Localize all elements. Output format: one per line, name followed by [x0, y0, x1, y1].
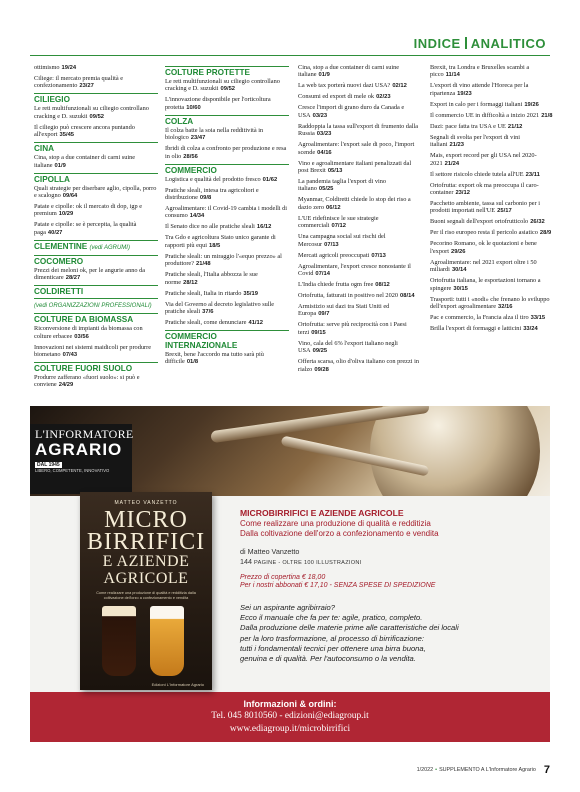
index-entry-page: 02/23 [376, 94, 391, 101]
index-entry-page: 04/16 [317, 149, 332, 156]
index-entry: Le reti multifunzionali su ciliegio controllano cracking e D. suzukii 09/52 [34, 105, 149, 120]
index-entry-page: 10/29 [58, 211, 74, 218]
index-entry: Ortofrutta, fatturati in positivo nel 2020 08/14 [298, 292, 415, 300]
index-section-heading: COMMERCIO [165, 164, 289, 175]
book-cover-subtitle: Come realizzare una produzione di qualità e redditizia dalla coltivazione dell'orzo a confezionamento e vendita [96, 591, 196, 600]
index-entry: Cina, stop a due container di carni suine italiane 01/9 [298, 64, 400, 79]
index-section-heading: CILIEGIO [34, 93, 158, 104]
index-entry: Pratiche sleali, come denunciare 41/12 [165, 319, 263, 327]
index-entry: Il colza batte la soia nella redditività in biologico 23/47 [165, 126, 264, 142]
index-entry: Produrre zafferano «fuori suolo»: si può e conviene 24/29 [34, 374, 140, 389]
index-entry-page: 07/12 [331, 223, 346, 230]
index-entry-page: 18/5 [208, 242, 221, 249]
index-entry: Cina, stop a due container di carni suine italiane 01/9 [34, 154, 136, 169]
index-entry-page: 19/23 [457, 90, 472, 97]
index-entry: Ciliege: il mercato premia qualità e confezionamento 23/27 [34, 75, 123, 90]
index-entry: Quali strategie per diserbare aglio, cipolla, porro e scalogno 09/64 [34, 184, 157, 200]
index-entry: Pratiche sleali: un miraggio l'«equo prezzo» al produttore? 21/48 [165, 252, 282, 268]
index-columns [30, 64, 553, 399]
index-entry: Ortofrutta: export ok ma preoccupa il caro-container 23/12 [430, 181, 539, 197]
index-entry-page: 09/64 [62, 193, 78, 200]
index-entry-page: 09/25 [312, 348, 328, 355]
index-entry: Logistica e qualità del prodotto fresco 01/62 [165, 175, 278, 183]
index-entry-page: 01/62 [262, 176, 278, 183]
contact-title: Informazioni & ordini: [243, 699, 337, 709]
index-section-heading: CIPOLLA [34, 173, 158, 184]
dark-beer-glass-icon [102, 606, 136, 676]
logo-tagline: LIBERO, COMPETENTE, INNOVATIVO [35, 468, 110, 473]
footer-separator-icon: • [435, 767, 438, 773]
index-entry-page: 07/14 [315, 271, 330, 278]
index-entry: Agroalimentare: l'export sale di poco, l'import scende 04/16 [298, 141, 415, 156]
index-entry: Pratiche sleali, Italia in ritardo 35/19 [165, 289, 258, 297]
header-part1: INDICE [413, 35, 461, 51]
index-entry-page: 07/43 [62, 352, 78, 359]
header-rule [30, 55, 550, 56]
contact-phone-email[interactable]: Tel. 045 8010560 - edizioni@ediagroup.it [211, 711, 369, 721]
index-entry: Vino, cala del 6% l'export italiano negli USA 09/25 [298, 339, 398, 355]
index-entry: Pacchetto ambiente, tassa sul carbonio per i prodotti importati nell'UE 25/17 [430, 200, 540, 215]
index-entry-page: 29/26 [450, 248, 466, 255]
index-entry-page: 03/56 [74, 333, 89, 340]
index-entry-page: 35/19 [243, 290, 258, 297]
index-entry-page: 05/25 [318, 186, 334, 193]
ad-subtitle-2: Dalla coltivazione dell'orzo a confezionamento e vendita [240, 529, 439, 538]
index-entry-page: 14/34 [189, 213, 205, 220]
index-entry: Cresce l'import di grano duro da Canada e USA 03/23 [298, 104, 405, 119]
ad-pages: 144 PAGINE - OLTRE 100 ILLUSTRAZIONI [240, 557, 362, 566]
book-cover-title1: MICRO BIRRIFICI [86, 507, 206, 555]
index-entry-page: 21/8 [541, 112, 553, 119]
book-cover [80, 492, 212, 690]
index-entry: ottimismo 19/24 [34, 64, 77, 71]
index-entry: Mercati agricoli preoccupati 07/13 [298, 251, 386, 259]
index-entry-page: 09/52 [220, 86, 236, 93]
index-entry: Consumi ed export di mele ok 02/23 [298, 93, 391, 101]
index-entry-page: 19/24 [61, 65, 77, 71]
index-entry: L'export di vino attende l'Horeca per la ripartenza 19/23 [430, 82, 529, 97]
index-entry-page: 03/23 [312, 112, 328, 119]
index-entry-page: 05/13 [327, 168, 343, 175]
index-entry: La web tax porterà nuovi dazi USA? 02/12 [298, 82, 407, 90]
index-entry: Pratiche sleali, l'Italia abbozza le sue norme 28/12 [165, 271, 258, 286]
index-section-heading: COLDIRETTI [34, 285, 158, 296]
index-entry: Pac e commercio, la Francia alza il tiro 33/15 [430, 314, 546, 322]
index-entry-page: 09/52 [89, 113, 105, 120]
index-entry: Pratiche sleali, intesa tra agricoltori e distribuzione 09/8 [165, 186, 259, 202]
index-entry-page: 07/13 [324, 241, 339, 248]
index-entry: Il commercio UE in difficoltà a inizio 2021 21/8 [430, 111, 553, 119]
index-entry: Brexit, bene l'accordo ma tutto sarà più difficile 01/8 [165, 351, 264, 366]
index-entry: Armistizio sui dazi tra Stati Uniti ed Europa 09/7 [298, 303, 390, 318]
index-entry: Il settore risicolo chiede tutela all'UE 23/11 [430, 170, 540, 178]
index-entry-page: 23/47 [190, 135, 206, 142]
index-entry: Ibridi di colza a confronto per produzione e resa in olio 28/56 [165, 145, 287, 160]
index-entry: Pecorino Romano, ok le quotazioni e bene l'export 29/26 [430, 240, 537, 255]
index-entry: Le reti multifunzionali su ciliegio controllano cracking e D. suzukii 09/52 [165, 78, 280, 93]
index-entry-page: 33/15 [530, 315, 546, 322]
index-entry-page: 01/8 [186, 359, 199, 366]
index-section-heading: (vedi ORGANIZZAZIONI PROFESSIONALI) [34, 298, 158, 311]
index-entry-page: 28/27 [65, 275, 81, 282]
index-entry-page: 07/13 [371, 252, 386, 259]
index-header [386, 34, 546, 52]
header-part2: ANALITICO [470, 35, 546, 51]
book-cover-publisher: Edizioni L'Informatore Agrario [151, 682, 204, 687]
index-entry: Per il riso europeo resta il pericolo asiatico 28/9 [430, 229, 552, 237]
header-divider [465, 37, 467, 49]
index-entry-page: 01/9 [54, 162, 66, 169]
index-entry: Brilla l'export di formaggi e latticini 33/24 [430, 325, 538, 333]
index-entry: Segnali di svolta per l'export di vini italiani 21/23 [430, 133, 520, 149]
index-entry: Via del Governo al decreto legislativo sulle pratiche sleali 37/6 [165, 300, 275, 316]
index-section-heading: COCOMERO [34, 255, 158, 266]
ad-author: di Matteo Vanzetto [240, 547, 300, 556]
index-entry: Innovazioni nei sistemi maidicoli per produrre biometano 07/43 [34, 343, 151, 359]
index-entry: Agroalimentare, l'export cresce nonostante il Covid 07/14 [298, 262, 411, 278]
index-entry-page: 21/24 [444, 160, 460, 167]
index-entry: Patate e cipolle: se è percepita, la qualità paga 40/27 [34, 221, 137, 236]
index-entry: Ortofrutta italiana, le esportazioni tornano a spingere 30/15 [430, 277, 541, 292]
index-entry: L'innovazione disponibile per l'orticoltura protetta 10/60 [165, 96, 271, 111]
ad-cover-price: Prezzo di copertina € 18,00 [240, 574, 326, 581]
index-entry-page: 11/14 [445, 72, 460, 79]
ad-description: Sei un aspirante agribirraio? Ecco il manuale che fa per te: agile, pratico, completo. Dalla produzione delle materie prime alle caratteristiche dei locali per la loro trasformazione, al processo di birrificazione: tutti i fondamentali tecnici per ottenere una birra buona, genuina e di qualità. Per l'autoconsumo o la vendita. [240, 603, 459, 664]
index-section-heading: CLEMENTINE (vedi AGRUMI) [34, 240, 158, 253]
informatore-agrario-logo [30, 424, 132, 494]
contact-website[interactable]: www.ediagroup.it/microbirrifici [229, 724, 351, 734]
index-entry: Trasporti: tutti i «nodi» che frenano lo sviluppo dell'export agroalimentare 32/16 [430, 295, 550, 311]
book-cover-author: MATTEO VANZETTO [114, 500, 178, 506]
index-entry-page: 10/60 [186, 104, 201, 111]
index-entry-page: 19/26 [524, 101, 539, 108]
index-entry-page: 09/7 [318, 311, 330, 318]
index-entry: L'UE ridefinisce le sue strategie commerciali 07/12 [298, 214, 379, 230]
index-entry-page: 28/56 [183, 153, 198, 160]
light-beer-glass-icon [150, 606, 184, 676]
index-entry-page: 01/9 [318, 72, 330, 79]
ad-title: MICROBIRRIFICI E AZIENDE AGRICOLE [240, 508, 404, 518]
index-entry-page: 23/27 [79, 83, 94, 90]
index-entry: Buoni segnali dell'export ortofrutticolo 26/32 [430, 218, 545, 226]
index-entry: Vino e agroalimentare italiani penalizzati dal post Brexit 05/13 [298, 159, 412, 175]
book-cover-title2: E AZIENDE AGRICOLE [102, 553, 190, 587]
brewing-vat-shape [370, 406, 540, 496]
ad-text-block [240, 508, 540, 664]
index-entry-page: 26/32 [530, 219, 545, 226]
index-entry: Il Senato dice no alle pratiche sleali 16/12 [165, 223, 272, 231]
ad-subtitle-1: Come realizzare una produzione di qualità e redditizia [240, 519, 431, 528]
index-entry: La pandemia taglia l'export di vino italiano 05/25 [298, 178, 387, 193]
index-entry-page: 40/27 [47, 229, 63, 236]
index-entry-page: 28/9 [539, 230, 552, 237]
index-entry-page: 06/12 [326, 204, 341, 211]
index-entry: Patate e cipolle: ok il mercato di dop, igp e premium 10/29 [34, 203, 143, 218]
index-entry: L'India chiede frutta ogm free 08/12 [298, 281, 390, 289]
index-section-heading: COLZA [165, 115, 289, 126]
index-entry: Una campagna social sui rischi del Mercosur 07/13 [298, 233, 386, 248]
index-entry-page: 28/12 [183, 279, 198, 286]
index-column-4 [430, 64, 554, 336]
index-entry-page: 21/12 [507, 123, 523, 130]
index-entry: Tra Gdo e agricoltura Stato unico garante di rapporti più equi 18/5 [165, 234, 276, 249]
index-entry-page: 30/15 [453, 285, 468, 292]
index-entry-page: 35/45 [59, 132, 75, 139]
index-column-1 [34, 64, 158, 392]
index-entry: Il ciliegio può crescere ancora puntando all'export 35/45 [34, 123, 135, 139]
index-entry: Export in calo per i formaggi italiani 19/26 [430, 100, 539, 108]
index-section-heading: COLTURE PROTETTE [165, 66, 289, 77]
index-section-heading: COMMERCIO INTERNAZIONALE [165, 330, 289, 350]
index-entry: Myanmar, Coldiretti chiede lo stop dei riso a dazio zero 06/12 [298, 196, 411, 211]
index-column-3 [298, 64, 422, 377]
index-section-heading: COLTURE FUORI SUOLO [34, 362, 158, 373]
index-entry-page: 09/15 [311, 329, 326, 336]
index-entry: Agroalimentare: il Covid-19 cambia i modelli di consumo 14/34 [165, 205, 288, 220]
index-entry-page: 25/17 [497, 208, 512, 215]
page-footer [386, 764, 550, 776]
footer-supplement: SUPPLEMENTO A L'Informatore Agrario [439, 767, 536, 773]
index-entry: Agroalimentare: nel 2021 export oltre i 50 miliardi 30/14 [430, 258, 537, 274]
footer-issue: 1/2022 [416, 767, 434, 773]
index-entry-page: 24/29 [58, 382, 74, 389]
index-entry: Riconversione di impianti da biomassa con colture erbacee 03/56 [34, 325, 143, 340]
index-entry-page: 09/28 [314, 366, 329, 373]
index-entry: Prezzi dei meloni ok, per le angurie anno da dimenticare 28/27 [34, 266, 146, 282]
index-entry-page: 21/23 [449, 142, 465, 149]
index-entry-page: 08/12 [375, 282, 390, 289]
index-section-heading: COLTURE DA BIOMASSA [34, 313, 158, 324]
index-entry: Raddoppia la tassa sull'export di frumento dalla Russia 03/23 [298, 122, 419, 138]
contact-banner [30, 692, 550, 742]
index-entry-page: 41/12 [248, 320, 263, 327]
index-entry-page: 03/23 [316, 131, 332, 138]
index-entry-page: 23/12 [455, 190, 470, 197]
page-number: 7 [543, 764, 550, 776]
index-entry-page: 32/16 [498, 304, 513, 311]
index-entry: Ortofrutta: serve più reciprocità con i Paesi terzi 09/15 [298, 321, 407, 336]
ad-subscriber-price: Per i nostri abbonati € 17,10 - SENZA SPESE DI SPEDIZIONE [240, 582, 436, 589]
index-entry: Offerta scarsa, olio d'oliva italiano con prezzi in rialzo 09/28 [298, 358, 419, 373]
index-section-heading: CINA [34, 142, 158, 153]
index-entry-page: 16/12 [256, 224, 272, 231]
index-entry: Dazi: pace fatta tra USA e UE 21/12 [430, 122, 523, 130]
index-entry-page: 33/24 [523, 326, 538, 333]
index-entry-page: 08/14 [400, 293, 415, 300]
index-entry: Mais, export record per gli USA nel 2020-2021 21/24 [430, 152, 537, 167]
index-entry-page: 23/11 [525, 171, 540, 178]
index-entry-page: 09/8 [199, 195, 212, 202]
index-entry-page: 37/6 [202, 309, 214, 316]
index-entry: Brexit, tra Londra e Bruxelles scambi a picco 11/14 [430, 64, 530, 79]
logo-line2: AGRARIO [35, 440, 123, 459]
logo-line1: L'INFORMATORE [35, 427, 134, 441]
index-entry-page: 30/14 [451, 267, 467, 274]
index-entry-page: 21/48 [196, 261, 211, 268]
index-column-2 [165, 64, 289, 369]
index-entry-page: 02/12 [392, 83, 407, 90]
logo-since: DAL 1945 [37, 462, 60, 468]
